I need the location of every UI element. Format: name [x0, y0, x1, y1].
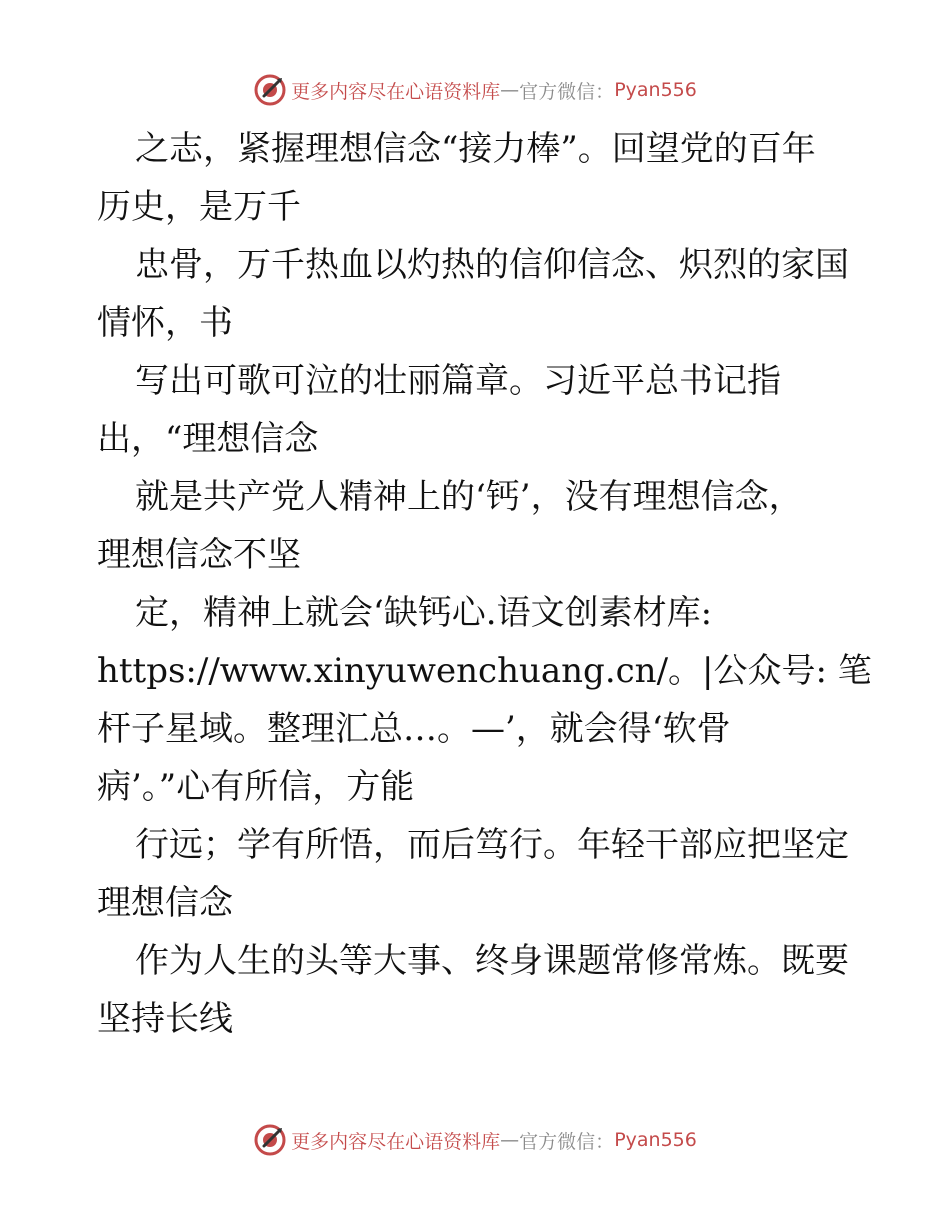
text-line: 历史，是万千	[97, 187, 301, 227]
footer-watermark	[0, 1120, 950, 1160]
header-watermark-id: Pyan556	[614, 79, 697, 101]
header-watermark-main: 更多内容尽在心语资料库	[291, 80, 501, 103]
text-line: 行远；学有所悟，而后笃行。年轻干部应把坚定	[135, 825, 849, 865]
text-line: 情怀，书	[97, 303, 233, 343]
text-line: 作为人生的头等大事、终身课题常修常炼。既要	[135, 941, 849, 981]
header-watermark-sep: —	[500, 79, 520, 101]
text-line: 写出可歌可泣的壮丽篇章。习近平总书记指	[135, 361, 781, 401]
logo-icon	[253, 1123, 287, 1157]
text-line: 定，精神上就会‘缺钙心.语文创素材库:	[135, 593, 713, 633]
text-line: 出，“理想信念	[97, 419, 319, 459]
text-line: 之志，紧握理想信念“接力棒”。回望党的百年	[135, 129, 816, 169]
text-line: https://www.xinyuwenchuang.cn/。|公众号: 笔	[97, 651, 872, 691]
header-watermark-label: 官方微信：	[519, 80, 615, 103]
text-line: 病’。”心有所信，方能	[97, 767, 415, 807]
document-body	[97, 120, 872, 1048]
text-line: 理想信念不坚	[97, 535, 301, 575]
text-line: 忠骨，万千热血以灼热的信仰信念、炽烈的家国	[135, 245, 849, 285]
footer-watermark-label: 官方微信：	[519, 1130, 615, 1153]
logo-icon	[253, 73, 287, 107]
footer-watermark-id: Pyan556	[614, 1129, 697, 1151]
text-line: 坚持长线	[97, 999, 233, 1039]
text-line: 就是共产党人精神上的‘钙’，没有理想信念，	[135, 477, 803, 517]
footer-watermark-main: 更多内容尽在心语资料库	[291, 1130, 501, 1153]
text-line: 杆子星域。整理汇总…。—’，就会得‘软骨	[97, 709, 731, 749]
header-watermark	[0, 70, 950, 110]
footer-watermark-sep: —	[500, 1129, 520, 1151]
text-line: 理想信念	[97, 883, 233, 923]
